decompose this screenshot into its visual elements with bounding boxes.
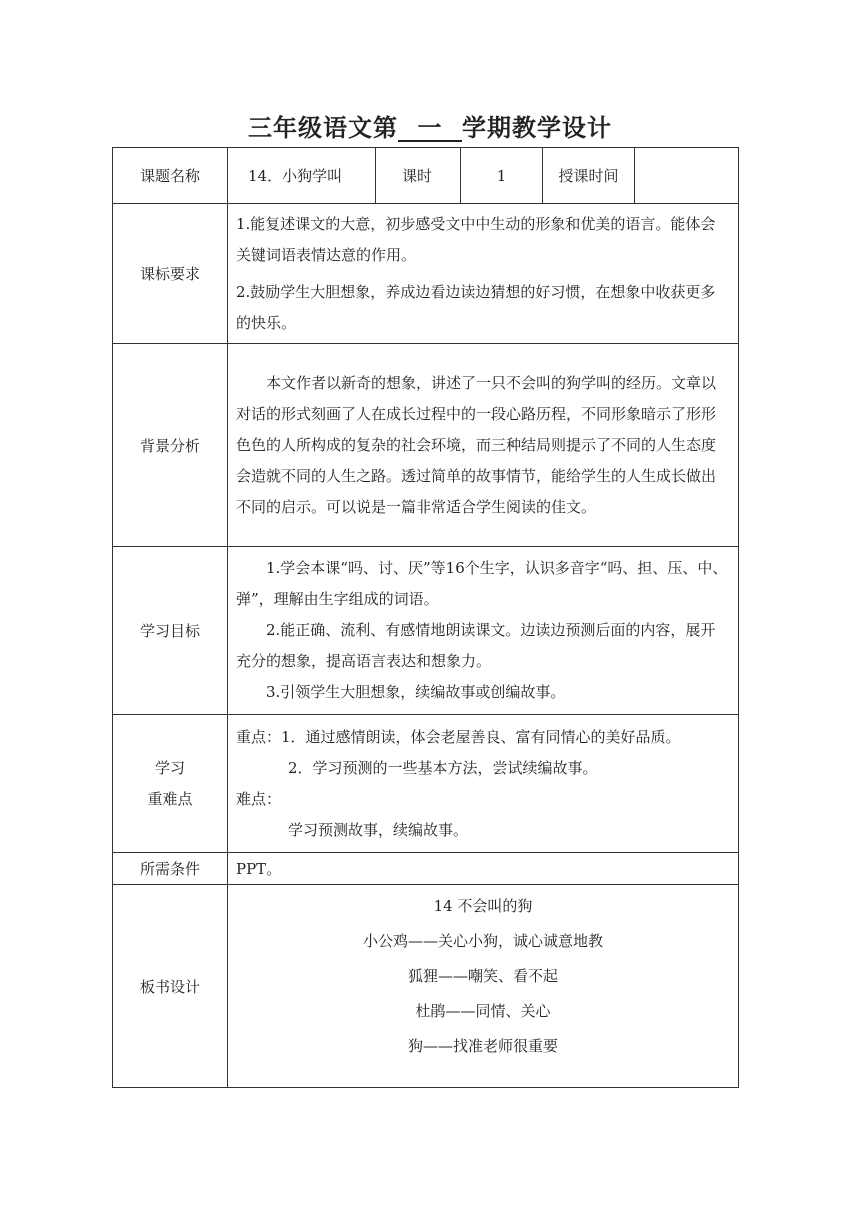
board-line-4: 杜鹃——同情、关心: [415, 1002, 551, 1020]
board-row: [113, 885, 739, 1088]
focus-item-2: 2．学习预测的一些基本方法，尝试续编故事。: [288, 758, 598, 777]
board-line-2: 小公鸡——关心小狗，诚心诚意地教: [362, 932, 603, 950]
document-title: [0, 108, 860, 143]
background-content: [228, 344, 739, 547]
key-points-row: [113, 715, 739, 853]
board-line-5: 狗——找准老师很重要: [407, 1037, 558, 1055]
key-points-label-line2: 重难点: [147, 789, 193, 808]
objectives-row: [113, 547, 739, 715]
conditions-label: 所需条件: [113, 853, 228, 885]
topic-label: 课题名称: [113, 148, 228, 204]
objective-item-2: 2.能正确、流利、有感情地朗读课文。边读边预测后面的内容，展开充分的想象，提高语言表达和想象力。: [236, 621, 716, 670]
board-line-title: 14 不会叫的狗: [433, 897, 533, 915]
board-line-3: 狐狸——嘲笑、看不起: [407, 967, 558, 985]
title-prefix: 三年级语文第: [248, 113, 398, 142]
conditions-row: [113, 853, 739, 885]
board-label: 板书设计: [113, 885, 228, 1088]
objective-item-1: 1.学会本课“吗、讨、厌”等16个生字，认识多音字“吗、担、压、中、弹”，理解由生字组成的词语。: [236, 559, 728, 608]
background-row: [113, 344, 739, 547]
key-points-content: [228, 715, 739, 853]
header-row: [113, 148, 739, 204]
background-label: 背景分析: [113, 344, 228, 547]
objectives-content: [228, 547, 739, 715]
board-content: [228, 885, 739, 1088]
key-points-label: [113, 715, 228, 853]
difficulty-text: 学习预测故事，续编故事。: [288, 820, 469, 839]
standards-label: 课标要求: [113, 204, 228, 344]
lesson-plan-table: [112, 147, 739, 1088]
key-points-label-line1: 学习: [154, 758, 185, 777]
standards-item-2: 2.鼓励学生大胆想象，养成边看边读边猜想的好习惯，在想象中收获更多的快乐。: [236, 282, 716, 332]
board-lines: [236, 885, 730, 1064]
focus-item-1: 重点：1．通过感情朗读，体会老屋善良、富有同情心的美好品质。: [236, 727, 681, 746]
time-value: [635, 148, 739, 204]
objectives-label: 学习目标: [113, 547, 228, 715]
time-label: 授课时间: [543, 148, 635, 204]
difficulty-label: 难点：: [236, 789, 282, 808]
period-label: 课时: [376, 148, 461, 204]
period-value: 1: [461, 148, 543, 204]
objective-item-3: 3.引领学生大胆想象，续编故事或创编故事。: [266, 683, 566, 701]
title-blank-field: 一: [398, 116, 462, 142]
standards-item-1: 1.能复述课文的大意，初步感受文中中生动的形象和优美的语言。能体会关键词语表情达意的作用。: [236, 214, 716, 264]
title-suffix: 学期教学设计: [462, 113, 612, 142]
conditions-value: PPT。: [228, 853, 739, 885]
standards-row: [113, 204, 739, 344]
background-text: 本文作者以新奇的想象，讲述了一只不会叫的狗学叫的经历。文章以对话的形式刻画了人在成长过程中的一段心路历程，不同形象暗示了形形色色的人所构成的复杂的社会环境，而三种结局则提示了不同的人生态度会造就不同的人生之路。透过简单的故事情节，能给学生的人生成长做出不同的启示。可以说是一篇非常适合学生阅读的佳文。: [236, 373, 717, 516]
topic-value: 14．小狗学叫: [228, 148, 376, 204]
standards-content: [228, 204, 739, 344]
